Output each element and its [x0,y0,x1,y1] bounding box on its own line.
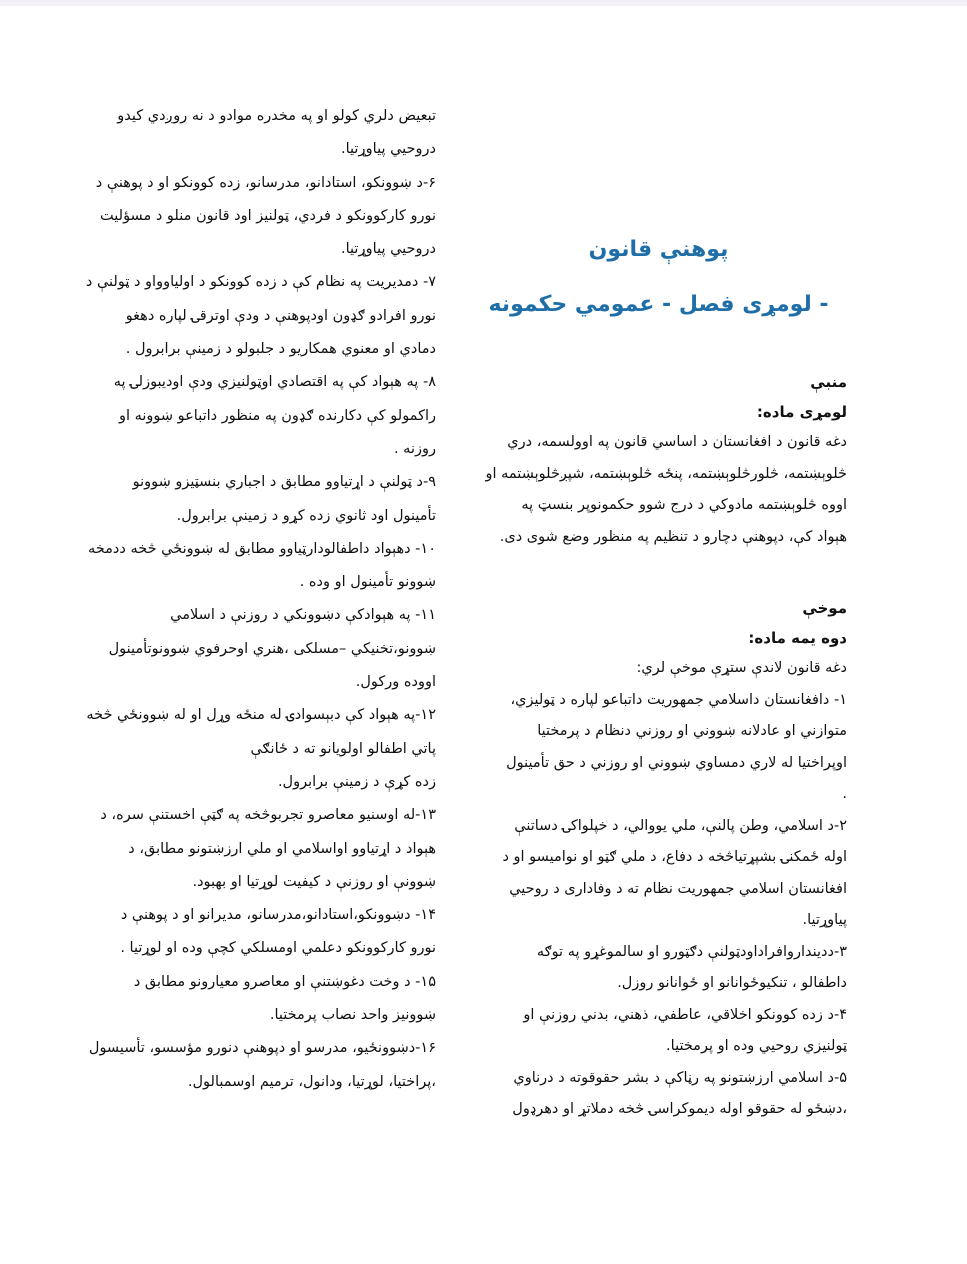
text-line: . [842,786,847,802]
text-line: ۱۱- په هېوادکې دښوونکي د روزنې د اسلامي [170,607,436,624]
text-line: ۳-ددينداروافراداودټولنې دګټورو او سالموغړو په توګه [536,943,847,960]
text-line: نورو افرادو ګډون اودپوهنې د ودې اوترقۍ لپاره دهغو [125,307,436,324]
top-strip [0,0,967,6]
article-1-body [470,427,847,553]
text-line: دروحيي پياوړتيا. [341,241,436,258]
text-line: ښوونو،تخنيکي –مسلکی ،هنري اوحرفوي ښوونوتأمينول [108,640,436,657]
text-line: ۱۶-دښوونځيو، مدرسو او دپوهنې دنورو مؤسسو، تأسيسول [88,1040,436,1057]
chapter-subtitle: - لومړی فصل - عمومي حکمونه [488,292,829,317]
text-line: اووده ورکول. [355,674,436,691]
text-line: اوله ځمکنۍ بشپړتياڅخه د دفاع، د ملي ګټو او نواميسو او د [502,849,847,865]
text-line: ،پراختيا، لوړتيا، ودانول، ترميم اوسمبالول. [187,1073,436,1090]
text-line: اوپراختيا له لاري دمساوي ښووني او روزني د حق تأمينول [506,754,847,771]
text-line: پياوړتيا. [802,912,847,928]
text-line: ۱۳-له اوسنيو معاصرو تجربوڅخه په ګټې اخستنې سره، د [100,807,436,824]
text-line: ښوونيز واحد نصاب پرمختيا. [269,1007,436,1024]
document-title: پوهنې قانون [588,237,729,262]
article-2-body [470,653,847,1126]
text-line: روزنه . [393,440,436,457]
text-line: ۱۰- دهېواد داطفالودارټياوو مطابق له ښوونځي څخه ددمخه [88,540,436,557]
text-line: ټولنيزي روحيي وده او پرمختيا. [666,1038,847,1054]
text-line: تأمينول اود ثانوي زده کړو د زمينې برابرول. [176,507,436,524]
text-line: ښوونې او روزنې د کيفيت لوړتيا او بهبود. [192,873,436,890]
text-line: ۲-د اسلامي، وطن پالنې، ملي يووالي، د خپلواکۍ دساتنې [514,817,847,834]
text-line: ۱- دافغانستان داسلامي جمهوريت داتباعو لپاره د ټوليزي، [510,691,847,708]
article-2-heading: دوه يمه ماده: [748,629,847,647]
text-line: اووه څلوېښتمه مادوکي د درج شوو حکمونوپر بنسټ په [521,497,847,513]
text-line: ۱۴- دښوونکو،استادانو،مدرسانو، مديرانو او د پوهنې د [120,907,436,924]
text-line: پاتي اطفالو اولويانو ته د ځانګې [250,740,436,757]
text-line: افغانستان اسلامي جمهوريت نظام ته د وفاداری د روحيي [509,880,847,897]
text-line: دمادي او معنوي همکاريو د جلبولو د زمينې برابرول . [125,341,436,358]
text-line: ۹-د ټولنې د اړتياوو مطابق د اجباري بنسټيزو ښوونو [132,474,436,491]
section-heading-sources: منبې [810,373,847,391]
text-line: ۴-د زده کوونکو اخلاقي، عاطفي، ذهني، بدني روزنې او [523,1006,847,1023]
section-gap [470,553,847,593]
text-line: زده کړې د زمينې برابرول. [277,773,436,790]
left-column [60,100,436,1099]
text-line: ،دښځو له حقوقو اوله ديموکراسۍ څخه دملاتړ او دهرډول [512,1101,847,1117]
text-line: دغه قانون لاندې ستړې موخې لري: [636,660,847,676]
text-line: ۱۲-په هېواد کې دبېسوادۍ له منځه وړل او له ښوونځي څخه [86,707,436,724]
text-line: هېواد د اړتياوو اواسلامي او ملي ارزښتونو مطابق، د [128,840,436,857]
text-line: څلوېښتمه، څلورڅلوېښتمه، پنځه څلوېښتمه، شپږڅلوېښتمه او [485,465,847,482]
text-line: ښوونو تأمينول او وده . [299,574,436,591]
text-line: دغه قانون د افغانستان د اساسي قانون په اوولسمه، دري [507,434,847,450]
article-1-heading: لومړی ماده: [756,403,847,421]
right-column [470,230,847,1126]
text-line: ۵-د اسلامي ارزښتونو په رڼاکې د بشر حقوقوته د درناوي [513,1069,847,1086]
text-line: ۶-د ښوونکو، استادانو، مدرسانو، زده کوونکو او د پوهنې د [95,174,436,191]
text-line: هېواد کې، دپوهنې دچارو د تنظيم په منظور وضع شوی دی. [499,528,847,545]
text-line: نورو کارکوونکو د فردي، ټولنيز اود قانون منلو د مسؤليت [100,207,436,224]
text-line: تبعیض دلري کولو او په مخدره موادو د نه روږدي کيدو [117,108,436,124]
text-line: داطفالو ، تنکيوځوانانو او ځوانانو روزل. [617,975,847,991]
text-line: ۱۵- د وخت دغوښتنې او معاصرو معيارونو مطابق د [133,973,436,990]
text-line: دروحيي پياوړتيا. [341,141,436,158]
section-heading-objectives: موخې [802,599,847,617]
text-line: راکمولو کې دکارنده ګډون په منظور داتباعو ښوونه او [118,407,436,424]
text-line: ۷- دمديريت په نظام کې د زده کوونکو د اولياوواو د ټولنې د [85,274,436,291]
text-line: نورو کارکوونکو دعلمي اومسلکي کچې وده او لوړتيا . [120,940,436,957]
text-line: ۸- په هېواد کې په اقتصادي اوټولنيزي ودې اوديبوزلۍ په [113,374,436,391]
text-line: متوازني او عادلانه ښووني او روزني دنظام د پرمختيا [537,723,847,739]
